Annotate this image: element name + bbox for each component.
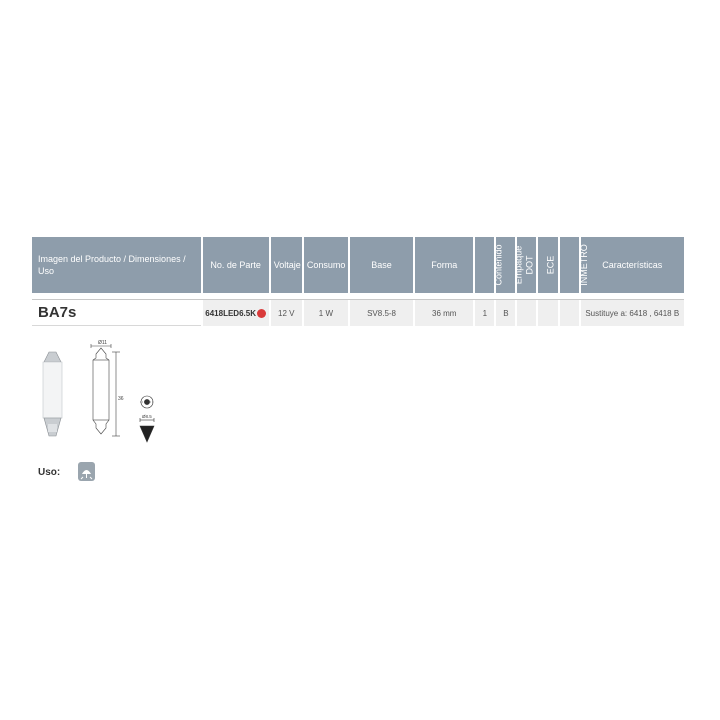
header-product: Imagen del Producto / Dimensiones / Uso [32, 237, 201, 293]
header-row [32, 237, 684, 293]
ece-cell [538, 300, 557, 326]
diameter-label: Ø11 [98, 340, 108, 346]
bulb-end-view [140, 396, 154, 442]
content-cell: 1 [475, 300, 494, 326]
features-cell: Sustituye a: 6418 , 6418 B [581, 300, 684, 326]
header-part-no: No. de Parte [203, 237, 269, 293]
header-voltage: Voltaje [271, 237, 302, 293]
separator-cell [32, 293, 684, 300]
base-cell: SV8.5-8 [350, 300, 413, 326]
bulb-side-drawing [91, 344, 120, 436]
header-content [475, 237, 504, 293]
packaging-cell: B [496, 300, 515, 326]
header-separator [32, 293, 684, 300]
uso-label: Uso: [38, 467, 61, 478]
header-features: Características [581, 237, 684, 293]
base-diameter-label: Ø8.5 [142, 414, 152, 419]
header-shape: Forma [415, 237, 473, 293]
bulb-photo [43, 352, 62, 436]
header-inmetro-label: INMETRO [578, 244, 589, 286]
header-dot-label: DOT [524, 255, 535, 275]
dot-cell [517, 300, 536, 326]
bulb-drawings [36, 340, 176, 450]
header-consumption: Consumo [304, 237, 348, 293]
length-label: 36 [118, 396, 124, 402]
consumption-cell: 1 W [304, 300, 348, 326]
header-ece-label: ECE [545, 255, 556, 275]
header-packaging-label: Empaque [513, 245, 524, 285]
header-base: Base [350, 237, 413, 293]
shape-cell: 36 mm [415, 300, 473, 326]
header-ece [538, 237, 557, 293]
table-row [32, 300, 684, 326]
part-number: 6418LED6.5K [205, 308, 256, 318]
interior-light-icon [78, 462, 95, 481]
product-table [32, 237, 688, 326]
part-number-cell [203, 300, 269, 326]
inmetro-cell [560, 300, 579, 326]
product-title: BA7s [32, 300, 201, 326]
voltage-cell: 12 V [271, 300, 302, 326]
led-badge-icon [257, 309, 266, 318]
header-content-label: Contenido [493, 244, 504, 286]
header-inmetro [560, 237, 589, 293]
interior-light-icon-glyph [78, 462, 95, 481]
